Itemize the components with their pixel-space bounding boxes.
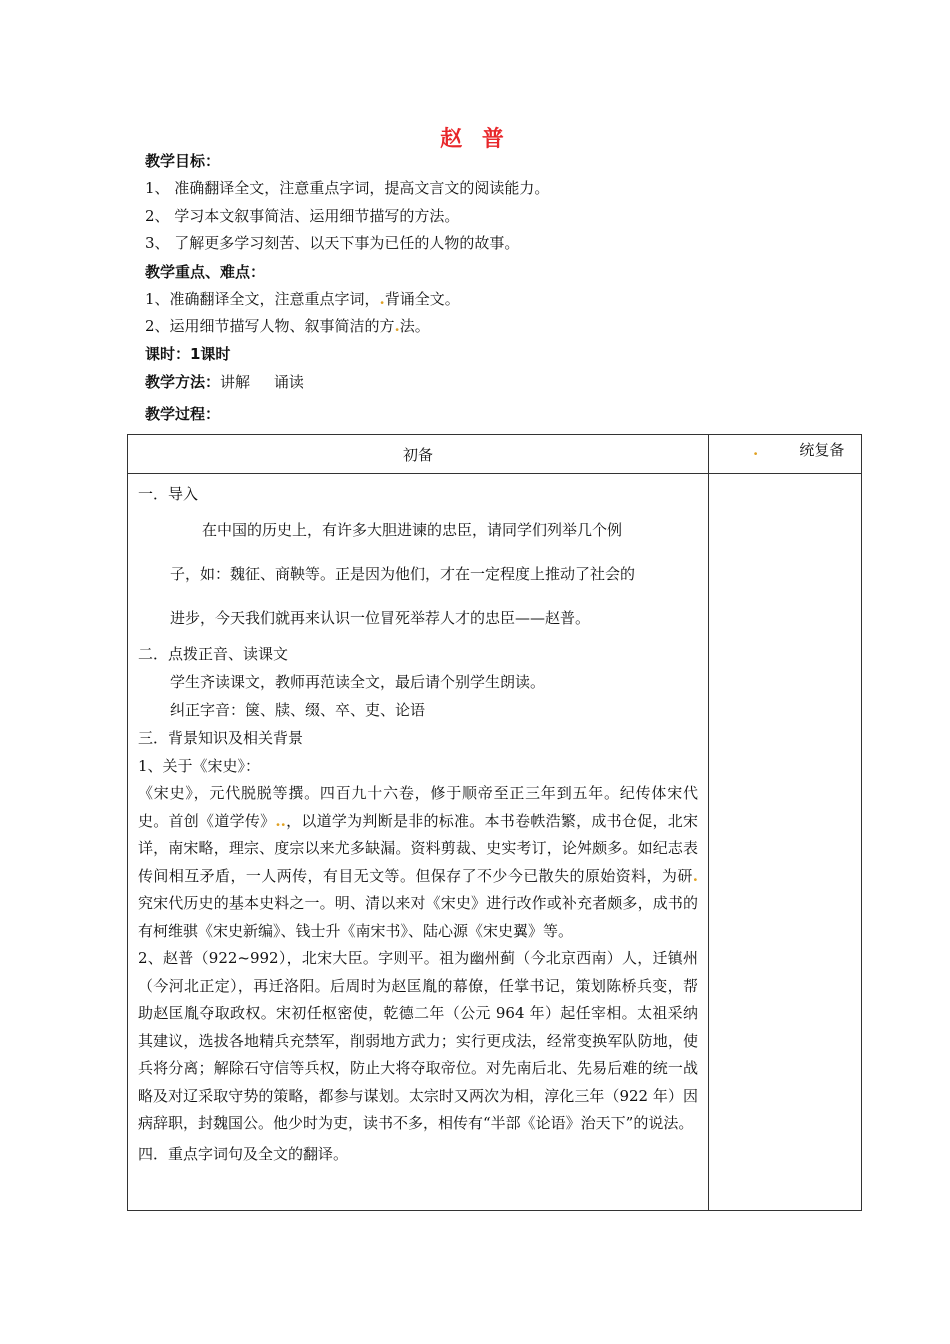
method-label: 教学方法： [145,373,221,391]
intro-text-2: 子，如：魏征、商鞅等。正是因为他们，才在一定程度上推动了社会的 [170,565,636,583]
teaching-method [145,371,304,392]
songshi-text [138,780,698,945]
section-translation-heading: 四．重点字词句及全文的翻译。 [138,1144,349,1163]
marker-dot: . [394,317,400,335]
intro-text-3: 进步，今天我们就再来认识一位冒死举荐人才的忠臣——赵普。 [170,609,591,627]
songshi-heading: 1、关于《宋史》： [138,757,261,775]
marker-dot: . [753,441,759,459]
songshi-text-c: 究宋代历史的基本史料之一。明、清以来对《宋史》进行改作或补充者颇多，成书的有柯维骐《宋史新编》、钱士升《南宋书》、陆心源《宋史翼》等。 [138,894,698,940]
pronunciation-text: 纠正字音：箧、牍、缀、卒、吏、论语 [170,701,426,719]
key-points-heading: 教学重点、难点： [145,263,266,281]
reading-text: 学生齐读课文，教师再范读全文，最后请个别学生朗读。 [170,673,546,691]
review-column [709,474,862,1211]
key-point-2-text-b: 法。 [399,317,430,335]
page-title: 赵 普 [440,127,510,152]
songshi-text-a: 《宋史》，元代脱脱等撰。四百九十六卷，修于顺帝至正三年到五年。纪传体宋代史。首创《道学传》 [138,784,698,830]
marker-dot: .. [275,811,286,830]
process-heading: 教学过程： [145,405,221,423]
key-point-1-text-a: 1、准确翻译全文，注意重点字词， [145,290,380,308]
key-point-2-text-a: 2、运用细节描写人物、叙事简洁的方 [145,317,395,335]
marker-dot: . [692,866,698,885]
column-header-review [709,435,862,474]
goal-item-1: 1、 准确翻译全文，注意重点字词，提高文言文的阅读能力。 [145,179,550,197]
lesson-content [128,474,709,1211]
key-point-item-2 [145,315,430,336]
section-background-heading: 三．背景知识及相关背景 [138,729,304,747]
zhaopu-bio-text: 2、赵普（922~992），北宋大臣。字则平。祖为幽州蓟（今北京西南）人，迁镇州（今河北正定），再迁洛阳。后周时为赵匡胤的幕僚，任掌书记，策划陈桥兵变，帮助赵匡胤夺取政权。宋初任枢密使，乾德二年（公元 964 年）起任宰相。太祖采纳其建议，选拔各地精兵充禁军，削弱地方武力；实行更戌法，经常变换军队防地，使兵将分离；解除石守信等兵权，防止大将夺取帝位。对先南后北、先易后难的统一战略及对辽采取守势的策略，都参与谋划。太宗时又两次为相，淳化三年（922 年）因病辞职，封魏国公。他少时为吏，读书不多，相传有“半部《论语》治天下”的说法。 [138,949,698,1132]
class-hours: 课时：1课时 [145,345,231,363]
marker-dot: . [379,290,385,308]
key-point-item-1 [145,288,460,309]
key-point-1-text-b: 背诵全文。 [384,290,460,308]
goal-item-3: 3、 了解更多学习刻苦、以天下事为已任的人物的故事。 [145,234,520,252]
songshi-text-b: ，以道学为判断是非的标准。本书卷帙浩繁，成书仓促，北宋详，南宋略，理宗、度宗以来尤多缺漏。资料剪裁、史实考订，论舛颇多。如纪志表传间相互矛盾，一人两传，有目无文等。但保存了不少今已散失的原始资料，为研 [138,811,698,885]
method-value: 讲解 诵读 [220,373,304,391]
goal-item-2: 2、 学习本文叙事简洁、运用细节描写的方法。 [145,207,460,225]
section-intro-heading: 一．导入 [138,485,199,503]
lesson-table [127,434,862,1211]
column-header-initial: 初备 [128,435,709,474]
section-pronunciation-heading: 二．点拨正音、读课文 [138,645,289,663]
intro-text-1: 在中国的历史上，有许多大胆进谏的忠臣，请同学们列举几个例 [202,521,623,539]
column-header-review-label: 统复备 [799,441,845,459]
goals-heading: 教学目标： [145,152,221,170]
